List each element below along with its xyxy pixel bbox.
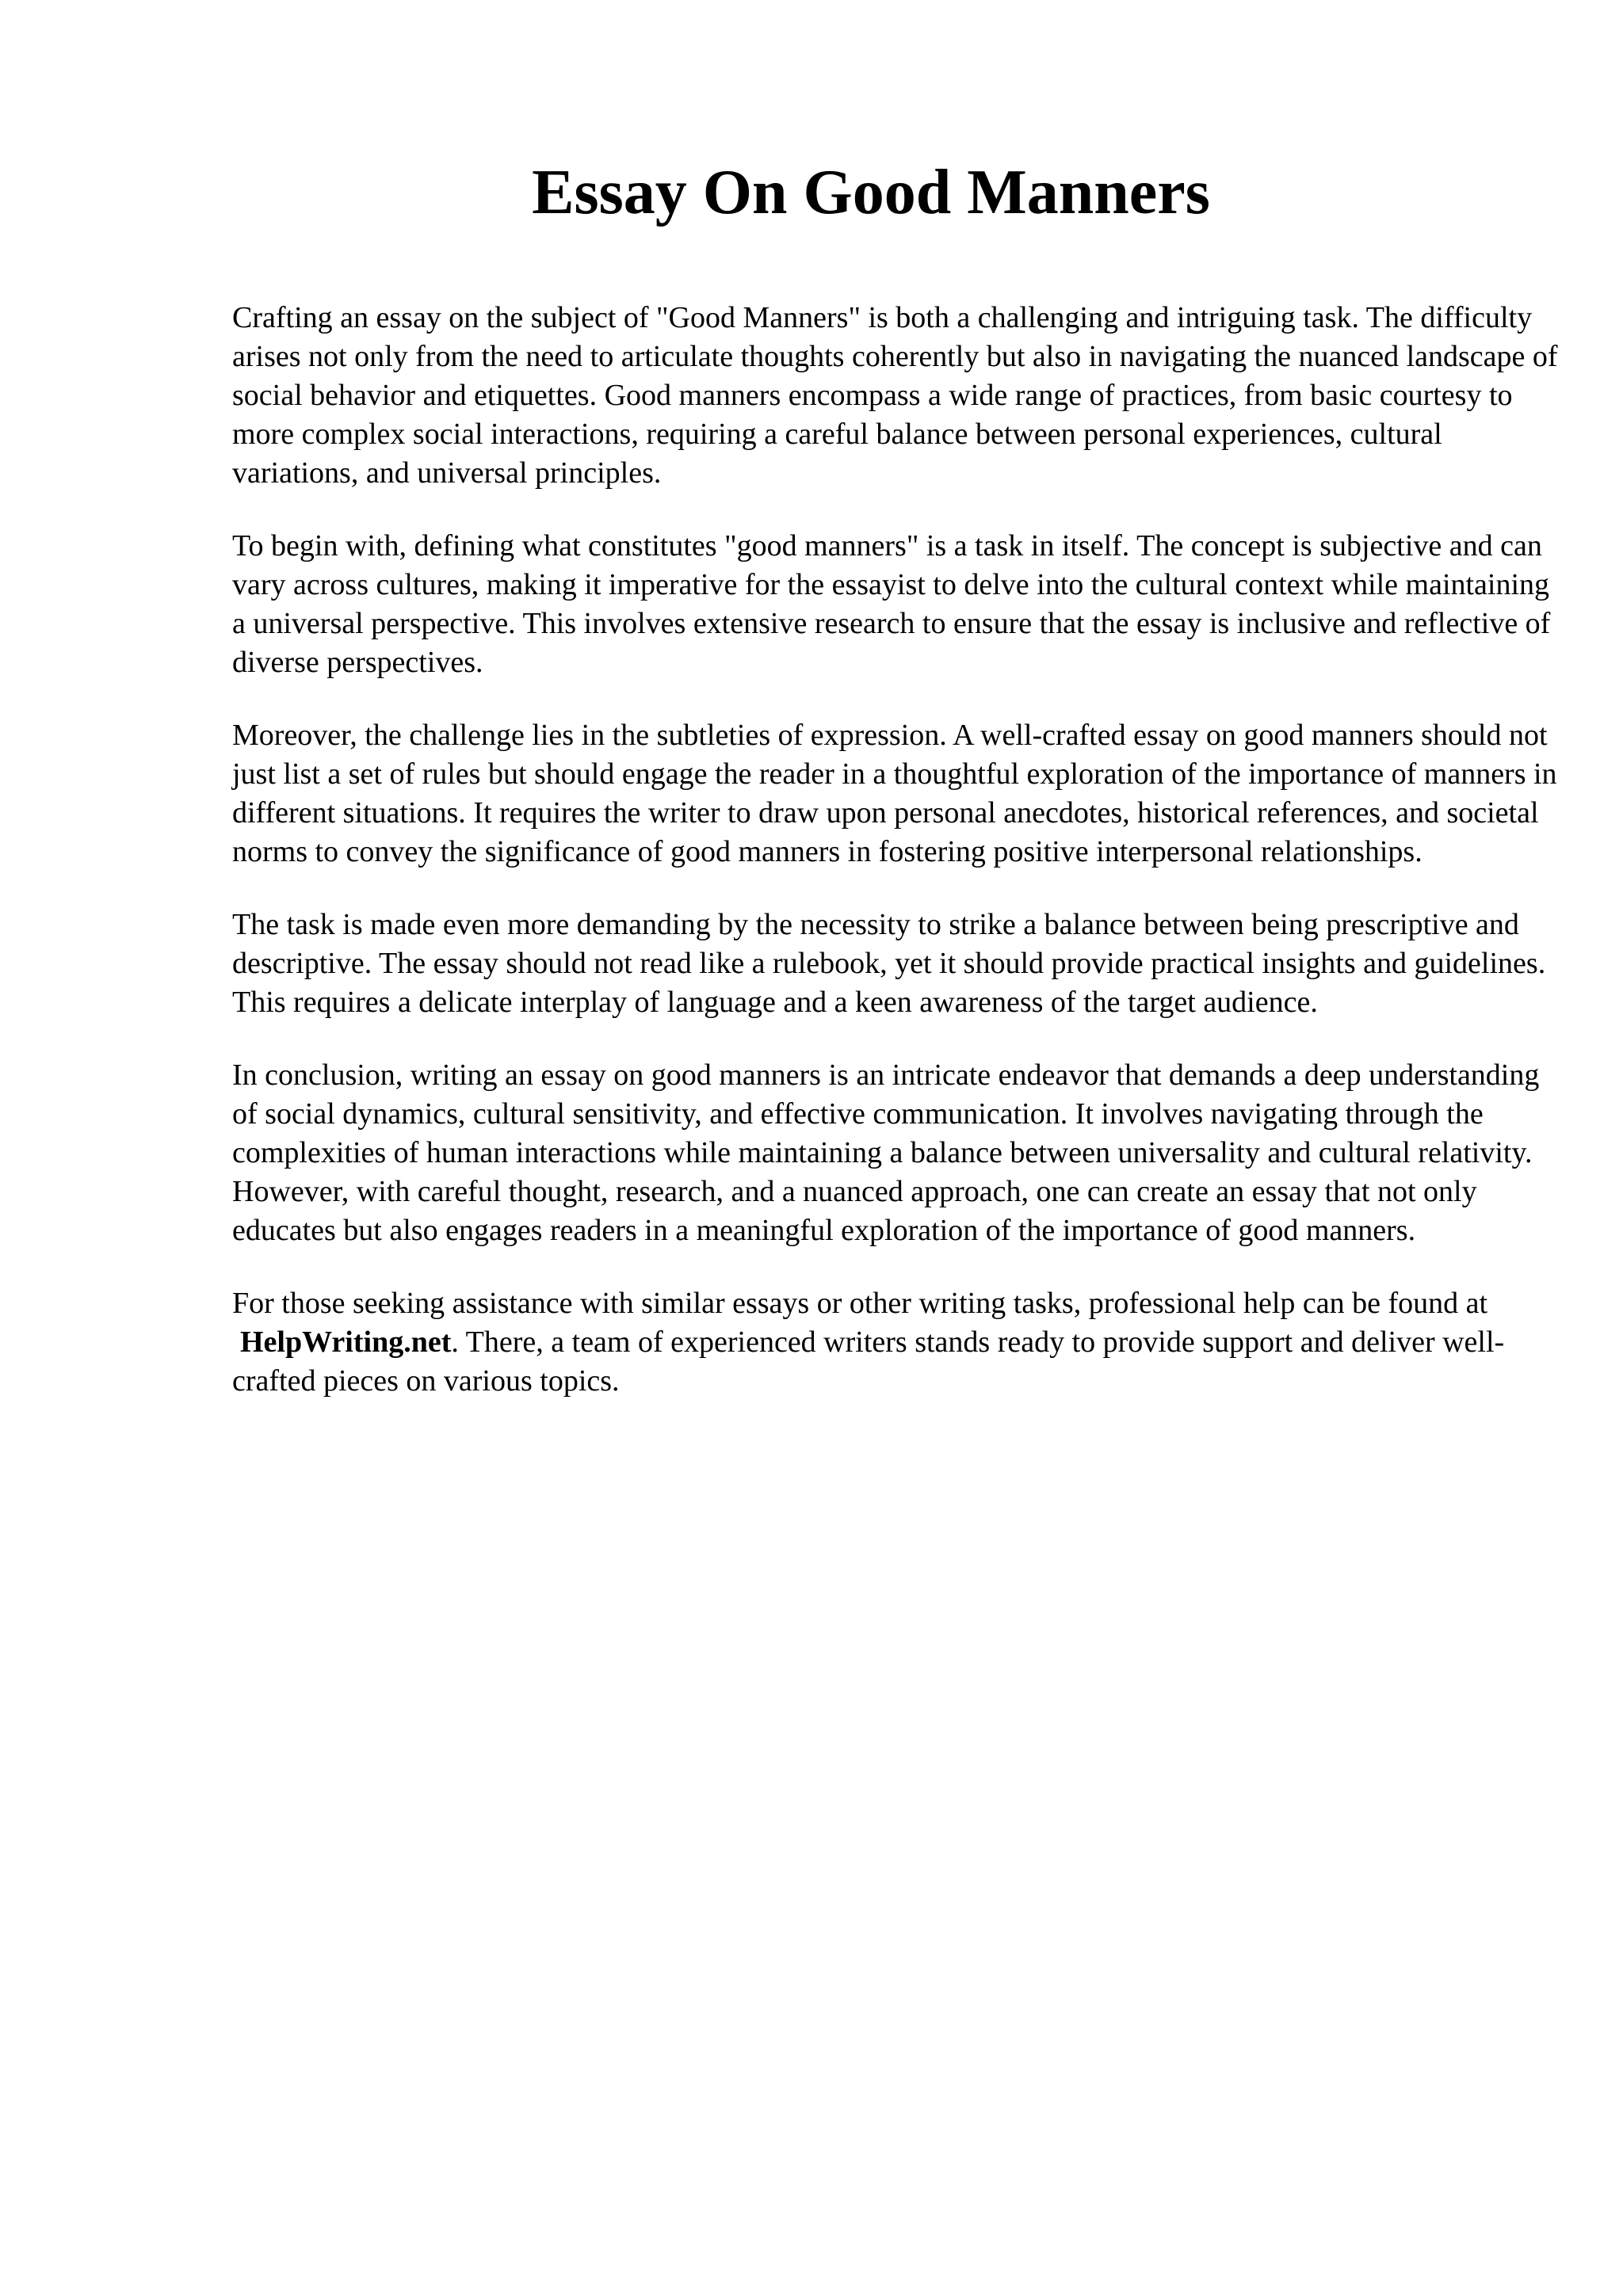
essay-body <box>232 299 1564 1435</box>
paragraph-1: Crafting an essay on the subject of "Good Manners" is both a challenging and intriguing task. The difficulty arises not only from the need to articulate thoughts coherently but also in navigating the nuanced landscape of social behavior and etiquettes. Good manners encompass a wide range of practices, from basic courtesy to more complex social interactions, requiring a careful balance between personal experiences, cultural variations, and universal principles. <box>232 301 1558 490</box>
closing-paragraph <box>232 1284 1564 1401</box>
paragraph-3: Moreover, the challenge lies in the subtleties of expression. A well-crafted essay on good manners should not just list a set of rules but should engage the reader in a thoughtful exploration of the importance of manners in different situations. It requires the writer to draw upon personal anecdotes, historical references, and societal norms to convey the significance of good manners in fostering positive interpersonal relationships. <box>232 719 1557 868</box>
closing-text-before: For those seeking assistance with similar essays or other writing tasks, professional help can be found at <box>232 1287 1488 1320</box>
paragraph-2: To begin with, defining what constitutes "good manners" is a task in itself. The concept is subjective and can vary across cultures, making it imperative for the essayist to delve into the cultural context while maintaining a universal perspective. This involves extensive research to ensure that the essay is inclusive and reflective of diverse perspectives. <box>232 529 1551 679</box>
helpwriting-link[interactable]: HelpWriting.net <box>240 1325 452 1359</box>
paragraph-4: The task is made even more demanding by the necessity to strike a balance between being prescriptive and descriptive. The essay should not read like a rulebook, yet it should provide practical insights and guidelines. This requires a delicate interplay of language and a keen awareness of the target audience. <box>232 908 1546 1019</box>
paragraph-5: In conclusion, writing an essay on good manners is an intricate endeavor that demands a deep understanding of social dynamics, cultural sensitivity, and effective communication. It involves navigating through the complexities of human interactions while maintaining a balance between universality and cultural relativity. However, with careful thought, research, and a nuanced approach, one can create an essay that not only educates but also engages readers in a meaningful exploration of the importance of good manners. <box>232 1058 1540 1247</box>
closing-text-after: . There, a team of experienced writers stands ready to provide support and deliver well-crafted pieces on various topics. <box>232 1325 1505 1398</box>
essay-title: Essay On Good Manners <box>532 158 1210 227</box>
